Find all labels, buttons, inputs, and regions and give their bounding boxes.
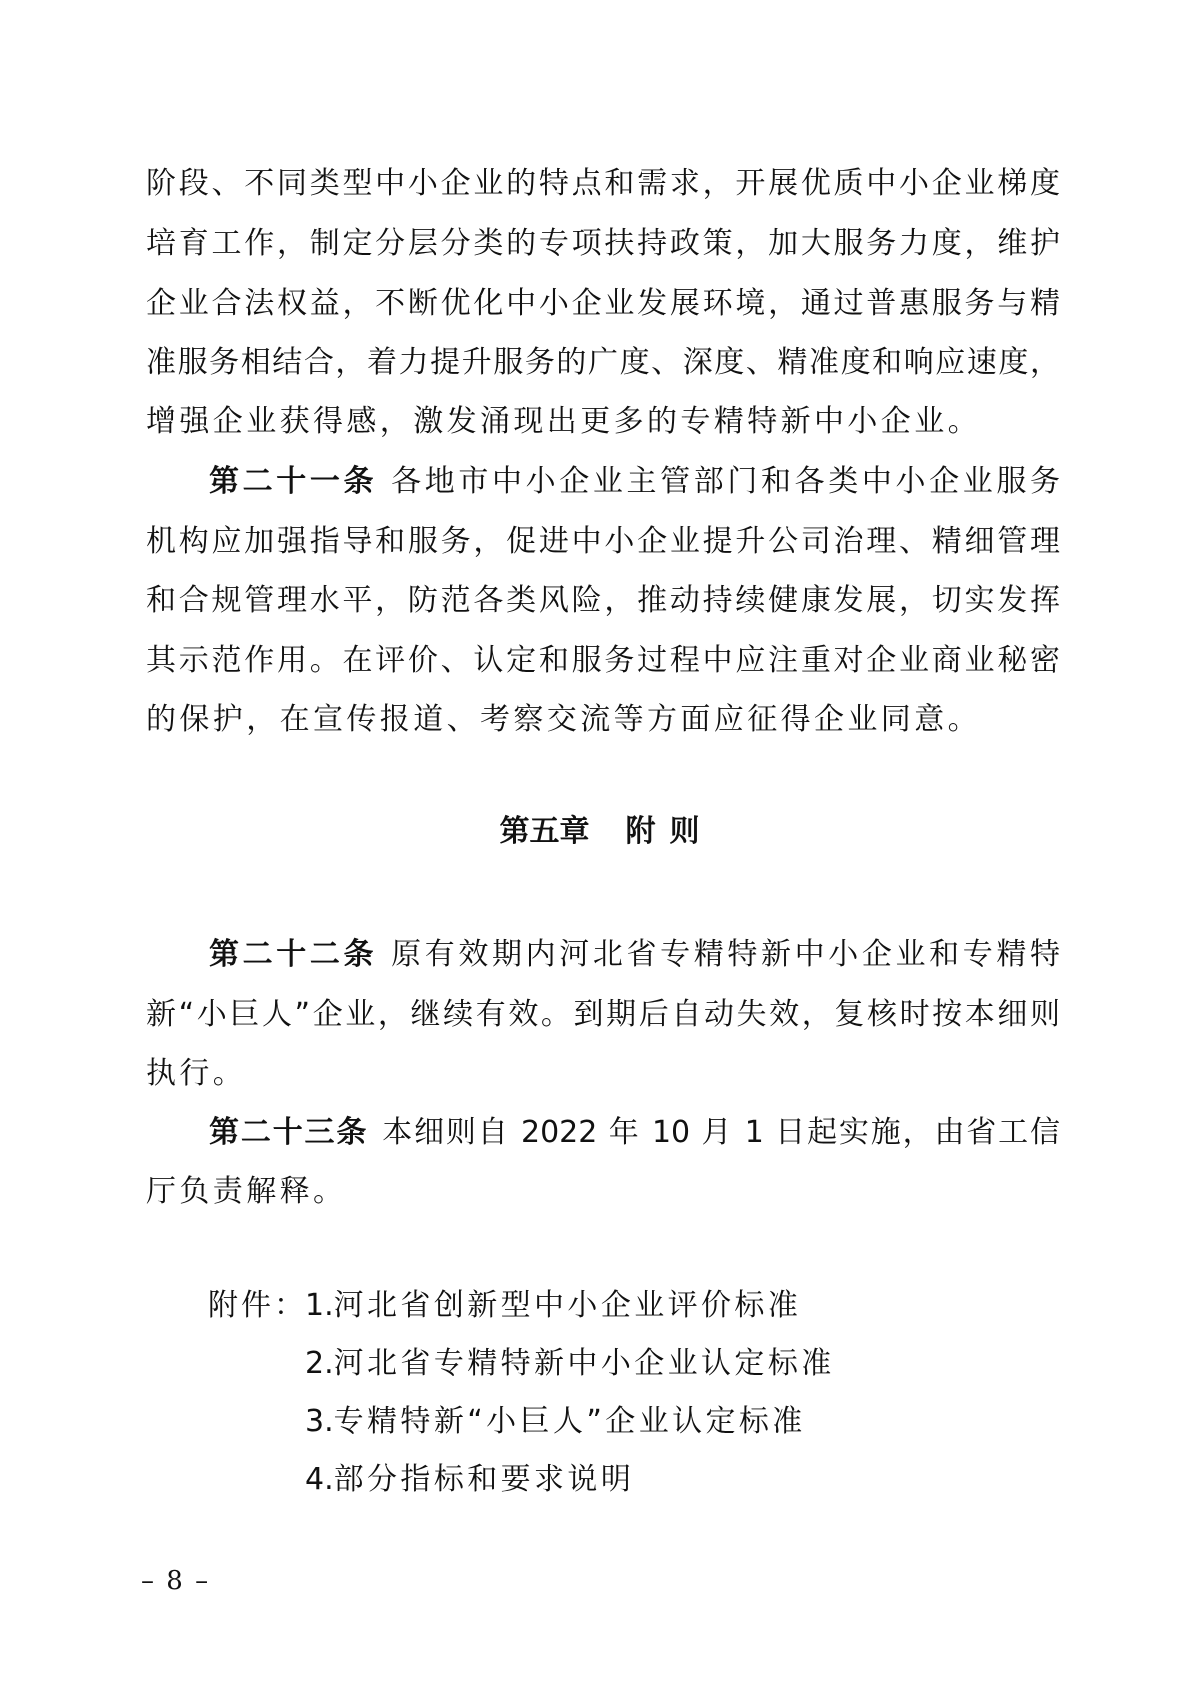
paragraph-line: 厅负责解释。 — [146, 1174, 347, 1209]
article-22-first-line — [209, 935, 1060, 975]
page-number: – 8 – — [141, 1566, 211, 1596]
paragraph-line: 培育工作，制定分层分类的专项扶持政策，加大服务力度，维护 — [146, 226, 1060, 261]
chapter-number: 第五章 — [499, 814, 590, 849]
article-label: 第二十二条 — [209, 937, 378, 972]
paragraph-line: 企业合法权益，不断优化中小企业发展环境，通过普惠服务与精 — [146, 286, 1060, 321]
attachment-item: 4.部分指标和要求说明 — [305, 1462, 635, 1497]
chapter-title-part2: 则 — [669, 814, 700, 849]
paragraph-line: 新“小巨人”企业，继续有效。到期后自动失效，复核时按本细则 — [146, 997, 1060, 1032]
paragraph-line: 阶段、不同类型中小企业的特点和需求，开展优质中小企业梯度 — [146, 166, 1060, 201]
article-label: 第二十一条 — [209, 464, 378, 499]
paragraph-line: 增强企业获得感，激发涌现出更多的专精特新中小企业。 — [146, 404, 981, 439]
paragraph-line: 机构应加强指导和服务，促进中小企业提升公司治理、精细管理 — [146, 524, 1060, 559]
article-21-first-line — [209, 462, 1060, 502]
paragraph-line: 其示范作用。在评价、认定和服务过程中应注重对企业商业秘密 — [146, 643, 1060, 678]
article-text: 原有效期内河北省专精特新中小企业和专精特 — [391, 937, 1060, 972]
chapter-title-part1: 附 — [625, 814, 656, 849]
attachment-item: 1.河北省创新型中小企业评价标准 — [305, 1288, 802, 1323]
article-label: 第二十三条 — [209, 1115, 369, 1150]
attachment-item: 3.专精特新“小巨人”企业认定标准 — [305, 1404, 806, 1439]
chapter-heading — [0, 810, 1199, 854]
attachment-item: 2.河北省专精特新中小企业认定标准 — [305, 1346, 835, 1381]
article-text: 各地市中小企业主管部门和各类中小企业服务 — [391, 464, 1060, 499]
paragraph-line: 准服务相结合，着力提升服务的广度、深度、精准度和响应速度， — [146, 345, 1060, 380]
paragraph-line: 的保护，在宣传报道、考察交流等方面应征得企业同意。 — [146, 702, 981, 737]
article-text: 本细则自 2022 年 10 月 1 日起实施，由省工信 — [382, 1115, 1060, 1150]
article-23-first-line — [209, 1113, 1060, 1153]
paragraph-line: 和合规管理水平，防范各类风险，推动持续健康发展，切实发挥 — [146, 583, 1060, 618]
paragraph-line: 执行。 — [146, 1056, 247, 1091]
attachments-label: 附件： — [208, 1288, 307, 1323]
